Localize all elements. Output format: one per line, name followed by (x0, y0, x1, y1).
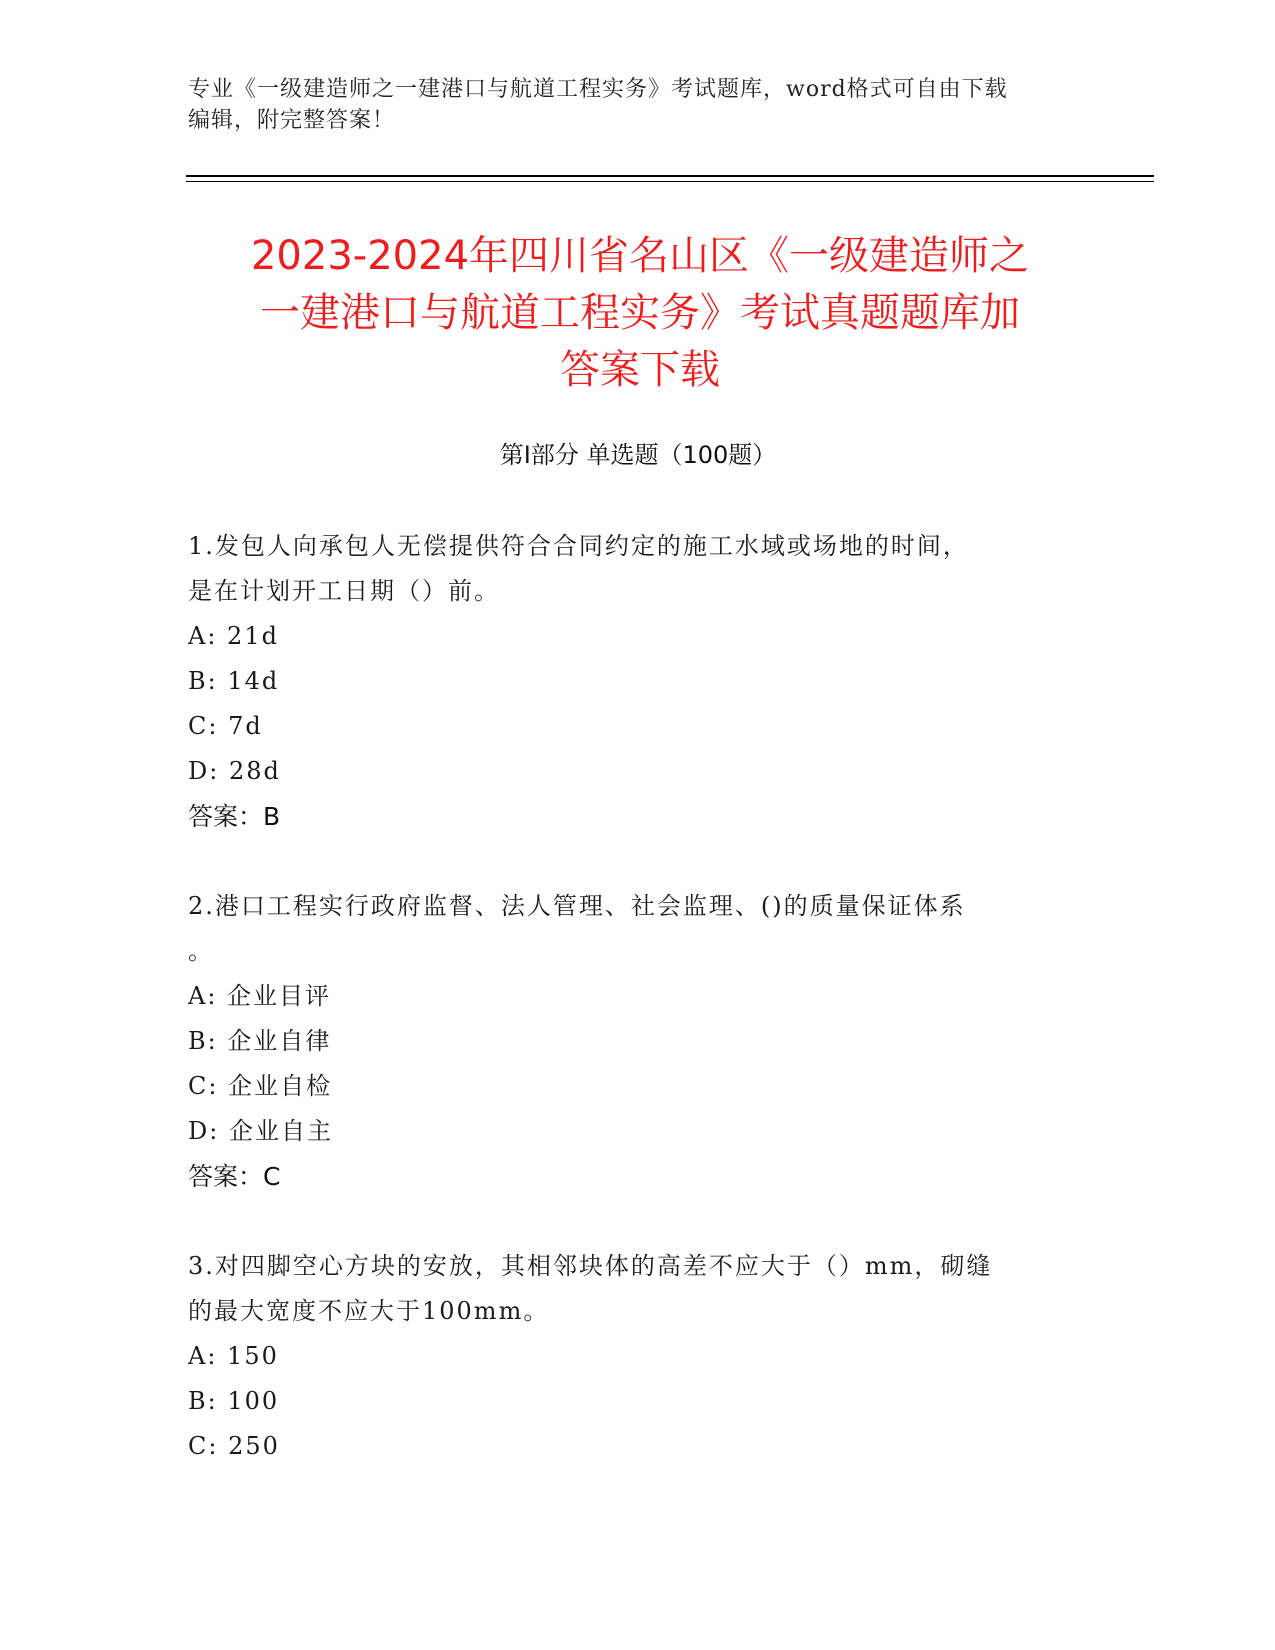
option-b: B: 100 (188, 1387, 280, 1415)
option-d: D: 28d (188, 757, 281, 785)
question-text-line: 。 (188, 937, 214, 965)
question-3 (188, 1244, 1068, 1469)
header-rule-thin (186, 181, 1154, 182)
option-a: A: 21d (188, 622, 279, 650)
header-note (188, 74, 1088, 136)
question-2 (188, 884, 1068, 1199)
question-text-line: 1.发包人向承包人无偿提供符合合同约定的施工水域或场地的时间， (188, 532, 969, 560)
option-d: D: 企业自主 (188, 1117, 333, 1145)
option-a: A: 150 (188, 1342, 279, 1370)
answer-label: 答案：B (188, 802, 281, 831)
header-rule-thick (186, 175, 1154, 177)
section-heading: 第Ⅰ部分 单选题（100题） (499, 441, 777, 469)
option-a: A: 企业目评 (188, 982, 332, 1010)
header-note-line-2: 编辑，附完整答案！ (188, 108, 396, 133)
option-b: B: 企业自律 (188, 1027, 332, 1055)
header-note-line-1: 专业《一级建造师之一建港口与航道工程实务》考试题库，word格式可自由下载 (188, 77, 1008, 102)
option-c: C: 7d (188, 712, 263, 740)
option-b: B: 14d (188, 667, 280, 695)
question-text-line: 2.港口工程实行政府监督、法人管理、社会监理、()的质量保证体系 (188, 892, 966, 920)
question-text-line: 的最大宽度不应大于100mm。 (188, 1297, 550, 1325)
option-c: C: 250 (188, 1432, 280, 1460)
answer-label: 答案：C (188, 1162, 281, 1191)
title-line-3: 答案下载 (560, 347, 720, 393)
question-text-line: 3.对四脚空心方块的安放，其相邻块体的高差不应大于（）mm，砌缝 (188, 1252, 993, 1280)
title-line-1: 2023-2024年四川省名山区《一级建造师之 (250, 233, 1030, 279)
document-title (180, 228, 1100, 399)
title-line-2: 一建港口与航道工程实务》考试真题题库加 (260, 290, 1020, 336)
option-c: C: 企业自检 (188, 1072, 333, 1100)
question-text-line: 是在计划开工日期（）前。 (188, 577, 500, 605)
question-1 (188, 524, 1068, 839)
